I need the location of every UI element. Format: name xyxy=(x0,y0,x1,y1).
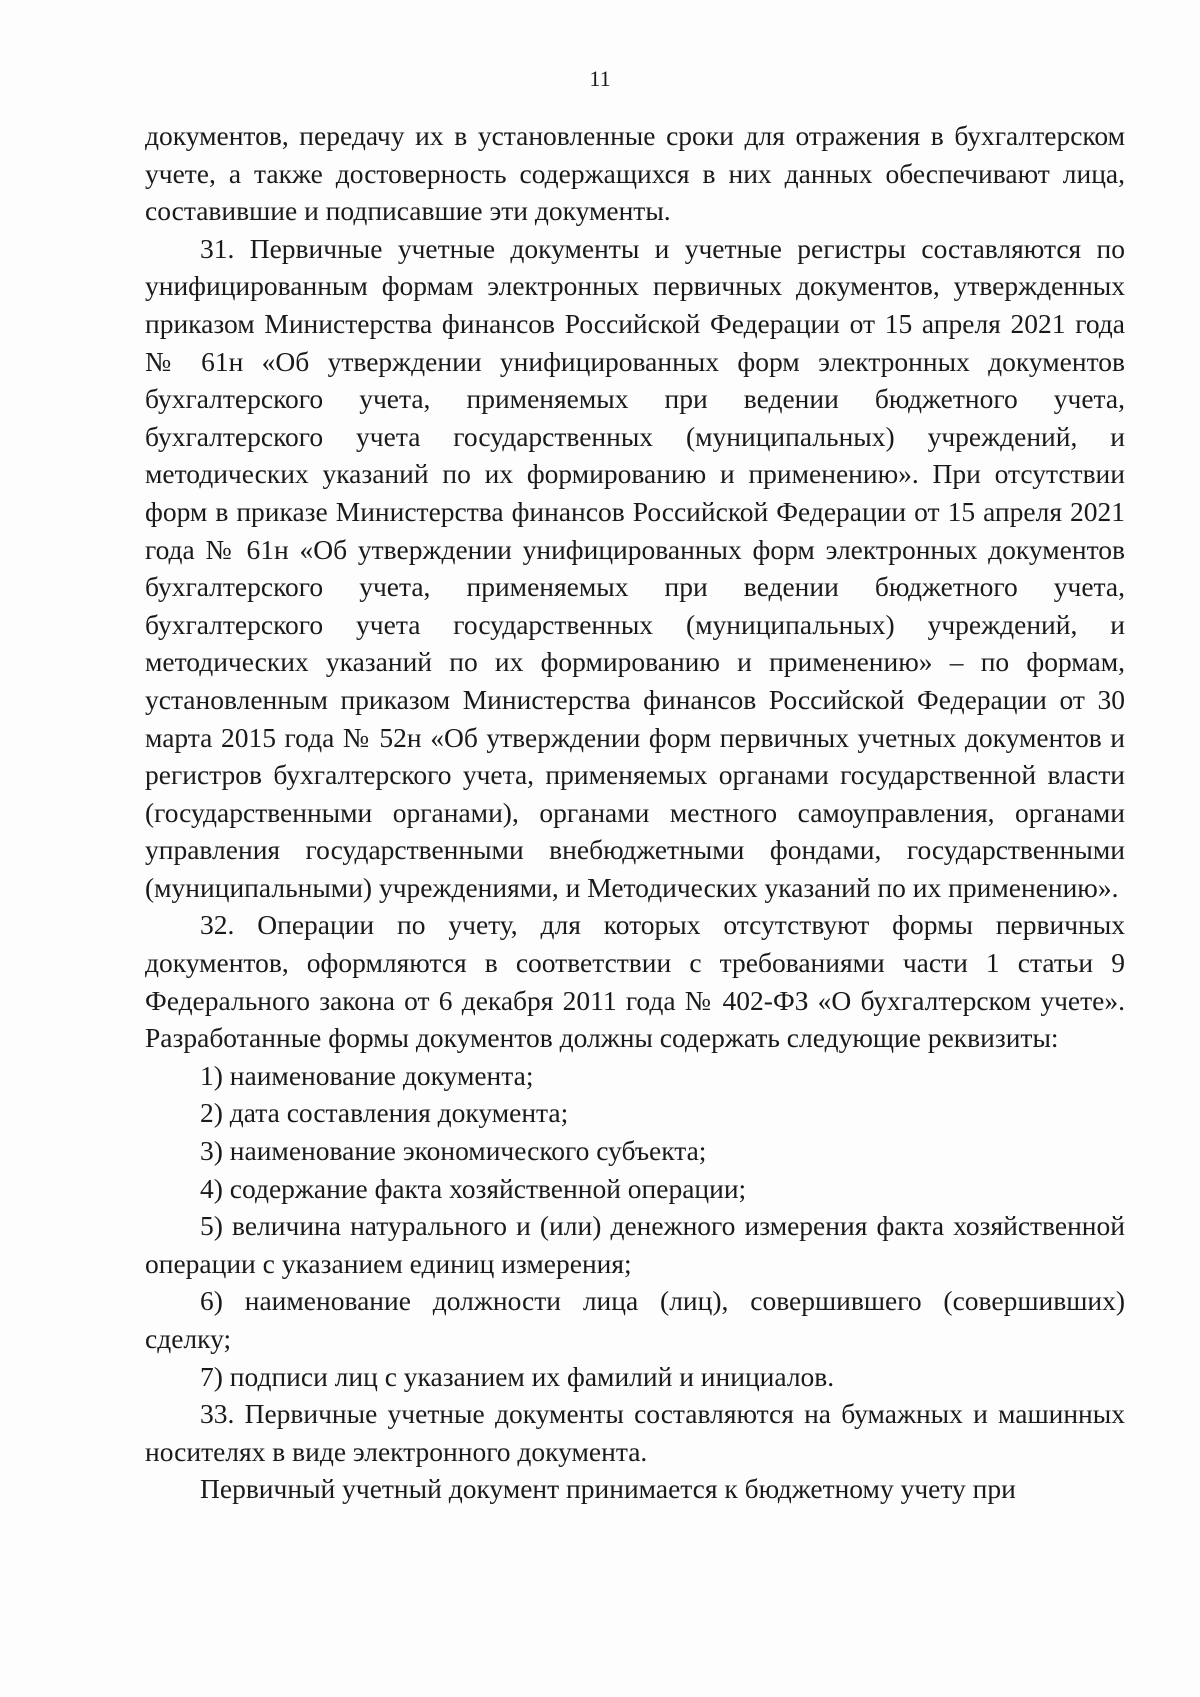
list-item-7: 7) подписи лиц с указанием их фамилий и инициалов. xyxy=(200,1360,835,1392)
list-item-4: 4) содержание факта хозяйственной операции; xyxy=(200,1172,747,1204)
document-body xyxy=(145,117,1125,1508)
paragraph-32: 32. Операции по учету, для которых отсутствуют формы первичных документов, оформляются в соответствии с требованиями части 1 статьи 9 Федерального закона от 6 декабря 2011 года № 402-ФЗ «О бухгалтерском учете». Разработанные формы документов должны содержать следующие реквизиты: xyxy=(145,909,1125,1054)
page-number: 11 xyxy=(589,66,611,91)
paragraph-continuation: документов, передачу их в установленные сроки для отражения в бухгалтерском учете, а также достоверность содержащихся в них данных обеспечивают лица, составившие и подписавшие эти документы. xyxy=(145,120,1125,227)
paragraph-33: 33. Первичные учетные документы составляются на бумажных и машинных носителях в виде электронного документа. xyxy=(145,1398,1125,1467)
list-item-1: 1) наименование документа; xyxy=(200,1059,534,1091)
list-item-5: 5) величина натурального и (или) денежного измерения факта хозяйственной операции с указанием единиц измерения; xyxy=(145,1210,1125,1279)
paragraph-31: 31. Первичные учетные документы и учетные регистры составляются по унифицированным формам электронных первичных документов, утвержденных приказом Министерства финансов Российской Федерации от 15 апреля 2021 года № 61н «Об утверждении унифицированных форм электронных документов бухгалтерского учета, применяемых при ведении бюджетного учета, бухгалтерского учета государственных (муниципальных) учреждений, и методических указаний по их формированию и применению». При отсутствии форм в приказе Министерства финансов Российской Федерации от 15 апреля 2021 года № 61н «Об утверждении унифицированных форм электронных документов бухгалтерского учета, применяемых при ведении бюджетного учета, бухгалтерского учета государственных (муниципальных) учреждений, и методических указаний по их формированию и применению» – по формам, установленным приказом Министерства финансов Российской Федерации от 30 марта 2015 года № 52н «Об утверждении форм первичных учетных документов и регистров бухгалтерского учета, применяемых органами государственной власти (государственными органами), органами местного самоуправления, органами управления государственными внебюджетными фондами, государственными (муниципальными) учреждениями, и Методических указаний по их применению». xyxy=(145,232,1125,903)
list-item-3: 3) наименование экономического субъекта; xyxy=(200,1135,707,1167)
paragraph-33-continued: Первичный учетный документ принимается к бюджетному учету при xyxy=(200,1473,1016,1505)
list-item-2: 2) дата составления документа; xyxy=(200,1097,569,1129)
list-item-6: 6) наименование должности лица (лиц), совершившего (совершивших) сделку; xyxy=(145,1285,1125,1354)
